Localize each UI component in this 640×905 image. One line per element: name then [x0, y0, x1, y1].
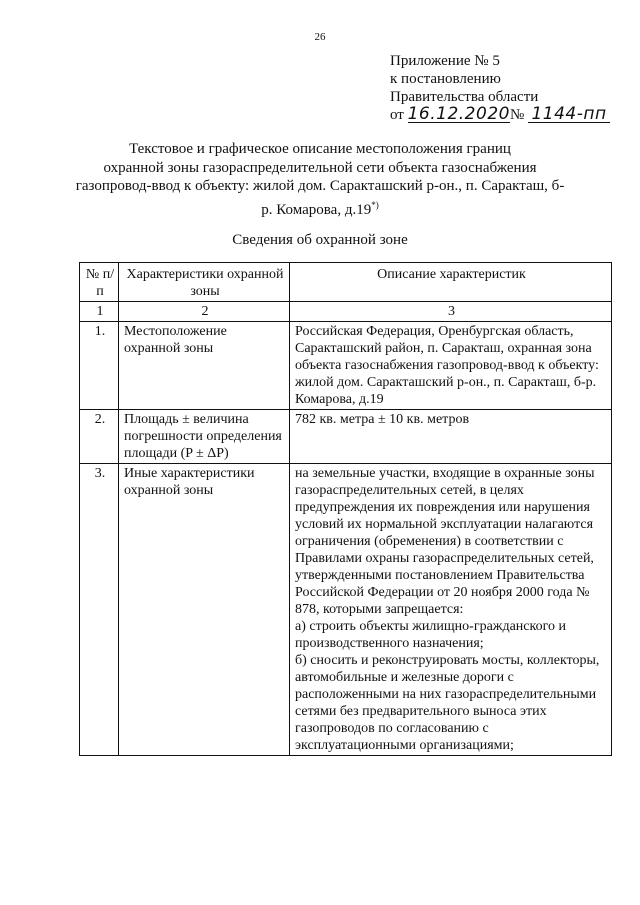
row-characteristic: Местоположение охранной зоны	[119, 322, 290, 410]
restriction-item-a: а) строить объекты жилищно-гражданского и производственного назначения;	[295, 619, 566, 651]
protection-zone-table	[79, 262, 612, 756]
appendix-line-2: к постановлению	[390, 71, 501, 87]
title-line-2: охранной зоны газораспределительной сети объекта газоснабжения	[103, 159, 537, 176]
row-number: 1.	[80, 322, 119, 410]
handwritten-number: 1144-пп	[528, 106, 610, 123]
row-description: 782 кв. метра ± 10 кв. метров	[290, 410, 612, 464]
restriction-item-b: б) сносить и реконструировать мосты, коллекторы, автомобильные и железные дороги с расположенными на них газораспределительными сетями без предварительного выноса этих газопроводов по согласованию с эксплуатационными организациями;	[295, 653, 600, 753]
row-description-text: на земельные участки, входящие в охранные зоны газораспределительных сетей, в целях предупреждения их повреждения или нарушения условий их нормальной эксплуатации налагаются ограничения (обременения) в соответствии с Правилами охраны газораспределительных сетей, утвержденными постановлением Правительства Российской Федерации от 20 ноября 2000 года № 878, которыми запрещается:	[295, 466, 595, 617]
header-description: Описание характеристик	[290, 263, 612, 302]
header-number: № п/п	[80, 263, 119, 302]
column-number-row	[80, 302, 612, 322]
column-number-2: 2	[119, 302, 290, 322]
row-characteristic: Площадь ± величина погрешности определения площади (P ± ΔP)	[119, 410, 290, 464]
row-description: Российская Федерация, Оренбургская область, Саракташский район, п. Саракташ, охранная зона объекта газоснабжения газопровод-ввод к объекту: жилой дом. Саракташский р-он., п. Саракташ, б-р. Комарова, д.19	[290, 322, 612, 410]
footnote-mark: *)	[371, 199, 379, 210]
table-header-row	[80, 263, 612, 302]
appendix-line-3: Правительства области	[390, 89, 539, 105]
document-title	[60, 140, 580, 219]
title-line-4	[60, 196, 580, 220]
row-characteristic: Иные характеристики охранной зоны	[119, 464, 290, 756]
section-subtitle: Сведения об охранной зоне	[232, 232, 408, 248]
column-number-1: 1	[80, 302, 119, 322]
title-line-1: Текстовое и графическое описание местоположения границ	[129, 141, 511, 157]
row-number: 2.	[80, 410, 119, 464]
column-number-3: 3	[290, 302, 612, 322]
appendix-line-1: Приложение № 5	[390, 53, 500, 69]
page-number: 26	[314, 31, 326, 43]
from-label: от	[390, 107, 404, 123]
table-row	[80, 464, 612, 756]
appendix-line-4	[390, 106, 610, 124]
row-number: 3.	[80, 464, 119, 756]
number-label: №	[509, 107, 525, 123]
title-line-3: газопровод-ввод к объекту: жилой дом. Саракташский р-он., п. Саракташ, б-	[75, 178, 565, 194]
handwritten-date: 16.12.2020	[407, 104, 510, 124]
appendix-block	[390, 52, 610, 124]
title-line-4-text: р. Комарова, д.19	[261, 201, 372, 218]
table-row	[80, 410, 612, 464]
row-description	[290, 464, 612, 756]
table-row	[80, 322, 612, 410]
header-characteristics: Характеристики охранной зоны	[119, 263, 290, 302]
